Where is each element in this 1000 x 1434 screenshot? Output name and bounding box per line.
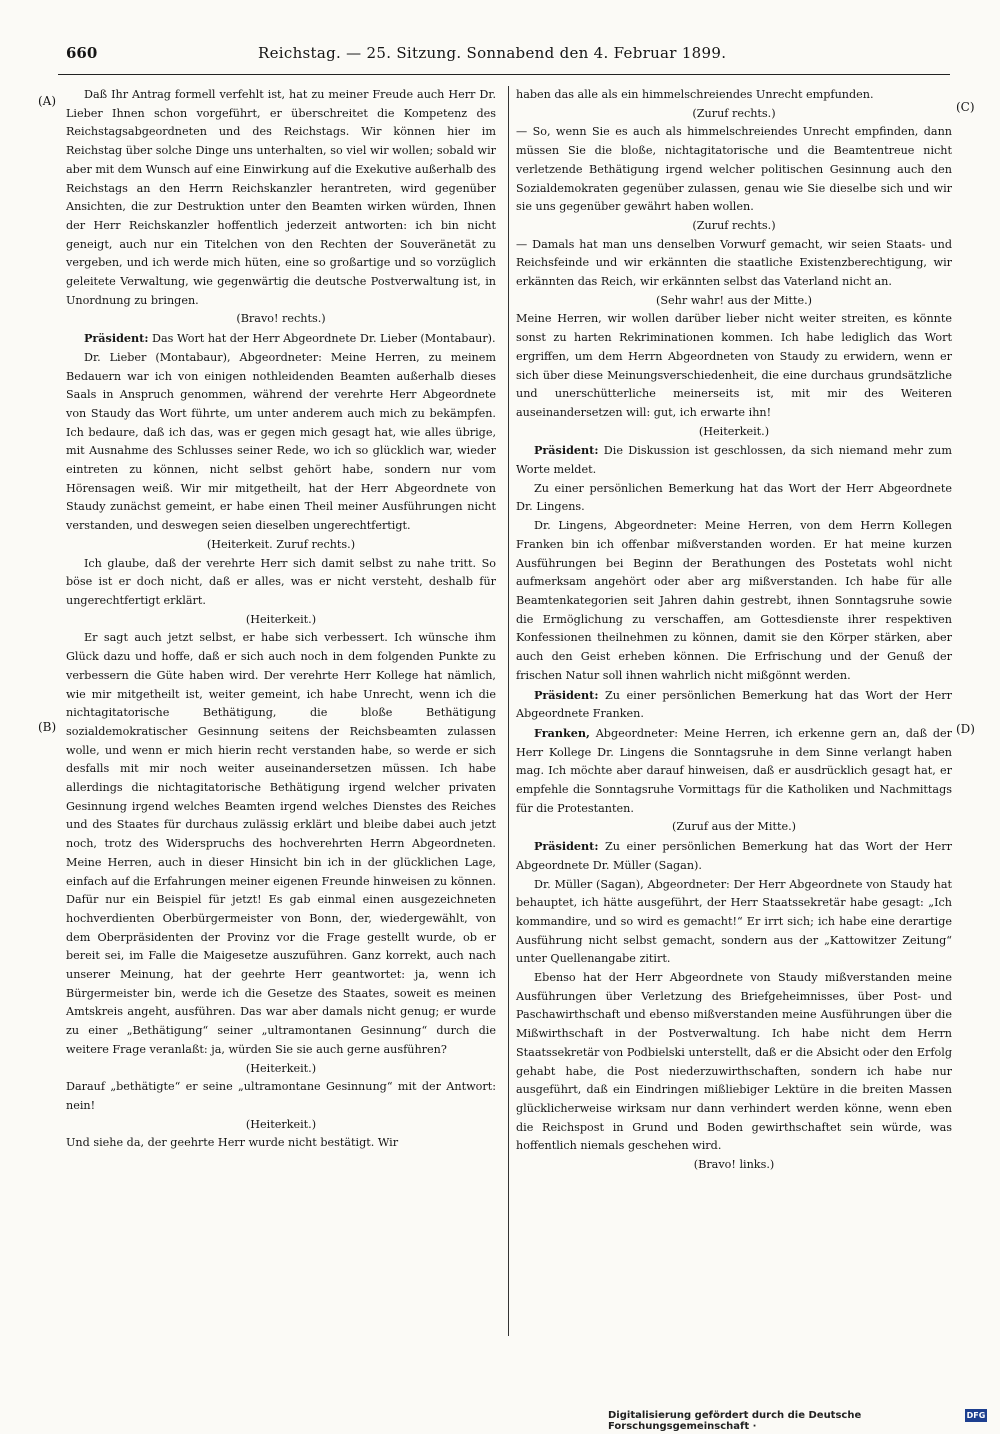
paragraph-text: Dr. Lieber (Montabaur), Abgeordneter: Meine Herren, zu meinem Bedauern war ich von einigen nothleidenden Beamten außerhalb dieses Saals in Anspruch genommen, während der verehrte Herr Abgeordnete von Staudy das Wort führte, um unter anderem auch mich zu bekämpfen. Ich bedaure, daß ich das, was er gegen mich gesagt hat, wie alles übrige, mit Ausnahme des Schlusses seiner Rede, wo ich so glücklich war, wieder eintreten zu können, nicht selbst gehört habe, sondern nur vom Hörensagen weiß. Wir mir mitgetheilt, hat der Herr Abgeordnete von Staudy zunächst gemeint, er habe einen Theil meiner Ausführungen nicht verstanden, und deswegen seien dieselben ungerechtfertigt. (66, 350, 496, 533)
paragraph-text: (Heiterkeit.) (245, 1117, 317, 1131)
paragraph-text: Darauf „bethätigte“ er seine „ultramontane Gesinnung“ mit der Antwort: nein! (66, 1080, 496, 1112)
paragraph-text: Abgeordneter: Meine Herren, ich erkenne gern an, daß der Herr Kollege Dr. Lingens die Sonntagsruhe in dem Sinne verlangt haben mag. Ich möchte aber darauf hinweisen, daß er ausdrücklich gesagt hat, er empfehle die Sonntagsruhe Vormittags für die Katholiken und Nachmittags für die Protestanten. (516, 726, 952, 815)
paragraph-text: (Heiterkeit. Zuruf rechts.) (206, 537, 356, 551)
page-header (58, 44, 958, 70)
running-title: Reichstag. — 25. Sitzung. Sonnabend den 4. Februar 1899. (258, 44, 727, 62)
paragraph-text: (Zuruf rechts.) (692, 218, 776, 232)
interjection (516, 423, 952, 442)
paragraph-text: — So, wenn Sie es auch als himmelschreiendes Unrecht empfinden, dann müssen Sie die bloße, nichtagitatorische und die Beamtentreue nicht verletzende Bethätigung irgend welcher politischen Gesinnung auch den Sozialdemokraten gegenüber zulassen, genau wie Sie dieselbe sich und wir sie uns gegenüber gewährt haben wollen. (516, 125, 952, 214)
paragraph-text: Meine Herren, wir wollen darüber lieber nicht weiter streiten, es könnte sonst zu harten Rekriminationen kommen. Ich habe lediglich das Wort ergriffen, um dem Herrn Abgeordneten von Staudy zu erwidern, wenn er sich über diese Meinungsverschiedenheit, die eine durchaus grundsätzliche und unerschütterliche meinerseits ist, mit mir des Weiteren auseinandersetzen will: gut, ich erwarte ihn! (516, 312, 952, 419)
paragraph (66, 1078, 496, 1115)
interjection (66, 536, 496, 555)
paragraph-text: Dr. Müller (Sagan), Abgeordneter: Der Herr Abgeordnete von Staudy hat behauptet, ich hätte ausgeführt, der Herr Staatssekretär habe gesagt: „Ich kommandire, und so wird es gemacht!“ Er irrt sich; ich habe eine derartige Ausführung nicht selbst gemacht, sondern aus der „Kattowitzer Zeitung“ unter Quellenangabe zitirt. (516, 877, 952, 966)
paragraph-text: Daß Ihr Antrag formell verfehlt ist, hat zu meiner Freude auch Herr Dr. Lieber Ihnen schon vorgeführt, er überschreitet die Kompetenz des Reichstagsabgeordneten und des Reichstags. Wir können hier im Reichstag über solche Dinge uns unterhalten, so viel wir wollen; sobald wir aber mit dem Wunsch auf eine Einwirkung auf die Exekutive außerhalb des Reichstags an den Herrn Reichskanzler herantreten, wird gegenüber Ansichten, die zur Destruktion unter den Beamten wirken würden, Ihnen der Herr Reichskanzler hoffentlich jederzeit antworten: ich bin nicht geneigt, auch nur ein Titelchen von den Rechten der Souveränetät zu vergeben, und ich werde mich hüten, eine so großartige und so vorzüglich geleitete Verwaltung, wie gegenwärtig die deutsche Postverwaltung ist, in Unordnung zu bringen. (66, 88, 496, 307)
paragraph-text: (Heiterkeit.) (245, 1061, 317, 1075)
paragraph (516, 86, 952, 105)
paragraph (66, 1134, 496, 1153)
paragraph (516, 876, 952, 970)
paragraph-text: (Heiterkeit.) (245, 612, 317, 626)
paragraph-text: Und siehe da, der geehrte Herr wurde nicht bestätigt. Wir (66, 1136, 399, 1150)
paragraph (516, 123, 952, 217)
paragraph (66, 86, 496, 310)
paragraph-text: Er sagt auch jetzt selbst, er habe sich verbessert. Ich wünsche ihm Glück dazu und hoffe, daß er sich auch noch in dem folgenden Punkte zu verbessern die Güte haben wird. Der verehrte Herr Kollege hat nämlich, wie mir mitgetheilt ist, weiter gemeint, ich habe Unrecht, wenn ich die nichtagitatorische Bethätigung, die bloße Bethätigung sozialdemokratischer Gesinnung seitens der Reichsbeamten zulassen wolle, und wenn er mich hierin recht verstanden habe, so werde er sich desfalls mit mir noch weiter auseinandersetzen müssen. Ich habe allerdings die nichtagitatorische Bethätigung irgend welcher privaten Gesinnung irgend welches Beamten irgend welches Dienstes des Reiches und des Staates für durchaus zulässig erklärt und bleibe dabei auch jetzt noch, trotz des Widerspruchs des hochverehrten Herrn Abgeordneten. Meine Herren, auch in dieser Hinsicht bin ich in der glücklichen Lage, einfach auf die Erfahrungen meiner eigenen Freunde hinweisen zu können. Dafür nur ein Beispiel für jetzt! Es gab einmal einen ausgezeichneten hochverdienten Oberbürgermeister von Bonn, der, wiedergewählt, von dem Oberpräsidenten der Provinz vor die Frage gestellt wurde, ob er bereit sei, im Falle die Maigesetze auszuführen. Ganz korrekt, auch nach unserer Meinung, hat der geehrte Herr geantwortet: ja, wenn ich Bürgermeister bin, werde ich die Gesetze des Staates, soweit es meinen Amtskreis angeht, ausführen. Das war aber damals nicht genug; er wurde zu einer „Bethätigung“ seiner „ultramontanen Gesinnung“ durch die weitere Frage veranlaßt: ja, würden Sie sie auch gerne ausführen? (66, 631, 496, 1056)
paragraph-text: (Bravo! links.) (693, 1158, 775, 1172)
interjection (66, 1116, 496, 1135)
paragraph (516, 724, 952, 819)
paragraph-text: (Sehr wahr! aus der Mitte.) (655, 293, 813, 307)
paragraph (516, 686, 952, 724)
paragraph-text: Das Wort hat der Herr Abgeordnete Dr. Lieber (Montabaur). (148, 332, 496, 346)
header-rule (58, 74, 950, 75)
paragraph-text: (Zuruf rechts.) (692, 106, 776, 120)
page-number: 660 (66, 44, 98, 62)
paragraph-text: (Zuruf aus der Mitte.) (671, 820, 797, 834)
paragraph (66, 629, 496, 1059)
right-column (516, 86, 952, 1175)
paragraph-text: Dr. Lingens, Abgeordneter: Meine Herren, von dem Herrn Kollegen Franken bin ich offenbar mißverstanden worden. Er hat meine kurzen Ausführungen bei Beginn der Berathungen des Postetats wohl nicht aufmerksam angehört oder aber arg mißverstanden. Ich habe für alle Beamtenkategorien seit Jahren dahin gestrebt, ihnen Sonntagsruhe sowie die Ermöglichung zu verschaffen, am Gottesdienste ihrer respektiven Konfessionen theilnehmen zu können, damit sie den Körper stärken, aber auch den Geist erheben können. Die Erfrischung und der Genuß der frischen Natur soll ihnen wahrlich nicht mißgönnt werden. (516, 519, 952, 682)
paragraph (516, 837, 952, 875)
interjection (516, 1156, 952, 1175)
paragraph-text: — Damals hat man uns denselben Vorwurf gemacht, wir seien Staats- und Reichsfeinde und wir erkännten die staatliche Existenzberechtigung, wir erkännten das Reich, wir erkännten selbst das Vaterland nicht an. (516, 237, 952, 289)
interjection (516, 105, 952, 124)
interjection (516, 217, 952, 236)
speaker-label: Präsident: (534, 443, 599, 458)
paragraph-text: Die Diskussion ist geschlossen, da sich niemand mehr zum Worte meldet. (516, 444, 952, 477)
interjection (66, 611, 496, 630)
speaker-label: Franken, (534, 725, 590, 740)
paragraph-text: Ich glaube, daß der verehrte Herr sich damit selbst zu nahe tritt. So böse ist er doch nicht, daß er alles, was er nicht versteht, deshalb für ungerechtfertigt erklärt. (66, 556, 496, 607)
paragraph-text: (Bravo! rechts.) (236, 312, 326, 326)
paragraph-text: Zu einer persönlichen Bemerkung hat das Wort der Herr Abgeordnete Dr. Müller (Sagan). (516, 840, 952, 872)
paragraph (516, 480, 952, 517)
interjection (66, 310, 496, 329)
margin-marker-b: (B) (38, 720, 57, 734)
margin-marker-c: (C) (956, 100, 975, 114)
paragraph (66, 329, 496, 349)
paragraph (516, 236, 952, 292)
paragraph (66, 555, 496, 611)
interjection (516, 292, 952, 311)
paragraph (516, 969, 952, 1156)
paragraph-text: Ebenso hat der Herr Abgeordnete von Staudy mißverstanden meine Ausführungen über Verletzung des Briefgeheimnisses, über Post- und Paschawirthschaft und ebenso mißverstanden meine Ausführungen über die Mißwirthschaft in der Postverwaltung. Ich habe nicht dem Herrn Staatssekretär von Podbielski unterstellt, daß er die Absicht oder den Erfolg gehabt habe, die Post niederzuwirthschaften, sondern ich habe nur ausgeführt, daß ein Eindringen mißliebiger Lektüre in die breiten Massen glücklicherweise wirksam nur dann verhindert werden könne, wenn eben die Reichspost in Grund und Boden gewirthschaftet sein würde, was hoffentlich niemals geschehen wird. (516, 971, 952, 1153)
funding-note: Digitalisierung gefördert durch die Deutsche Forschungsgemeinschaft · (608, 1410, 862, 1432)
speaker-label: Präsident: (534, 839, 599, 854)
paragraph (66, 349, 496, 536)
paragraph-text: Zu einer persönlichen Bemerkung hat das Wort der Herr Abgeordnete Dr. Lingens. (516, 481, 952, 514)
paragraph-text: (Heiterkeit.) (698, 424, 770, 438)
interjection (66, 1060, 496, 1079)
left-column (66, 86, 496, 1153)
paragraph (516, 310, 952, 422)
dfg-logo: DFG (966, 1411, 986, 1420)
paragraph-text: haben das alle als ein himmelschreiendes Unrecht empfunden. (516, 88, 874, 101)
speaker-label: Präsident: (84, 331, 149, 346)
margin-marker-a: (A) (38, 94, 57, 108)
column-divider (508, 86, 509, 1336)
interjection (516, 818, 952, 837)
paragraph (516, 441, 952, 479)
margin-marker-d: (D) (956, 722, 975, 736)
speaker-label: Präsident: (534, 687, 599, 702)
paragraph (516, 517, 952, 685)
paragraph-text: Zu einer persönlichen Bemerkung hat das Wort der Herr Abgeordnete Franken. (516, 688, 952, 721)
